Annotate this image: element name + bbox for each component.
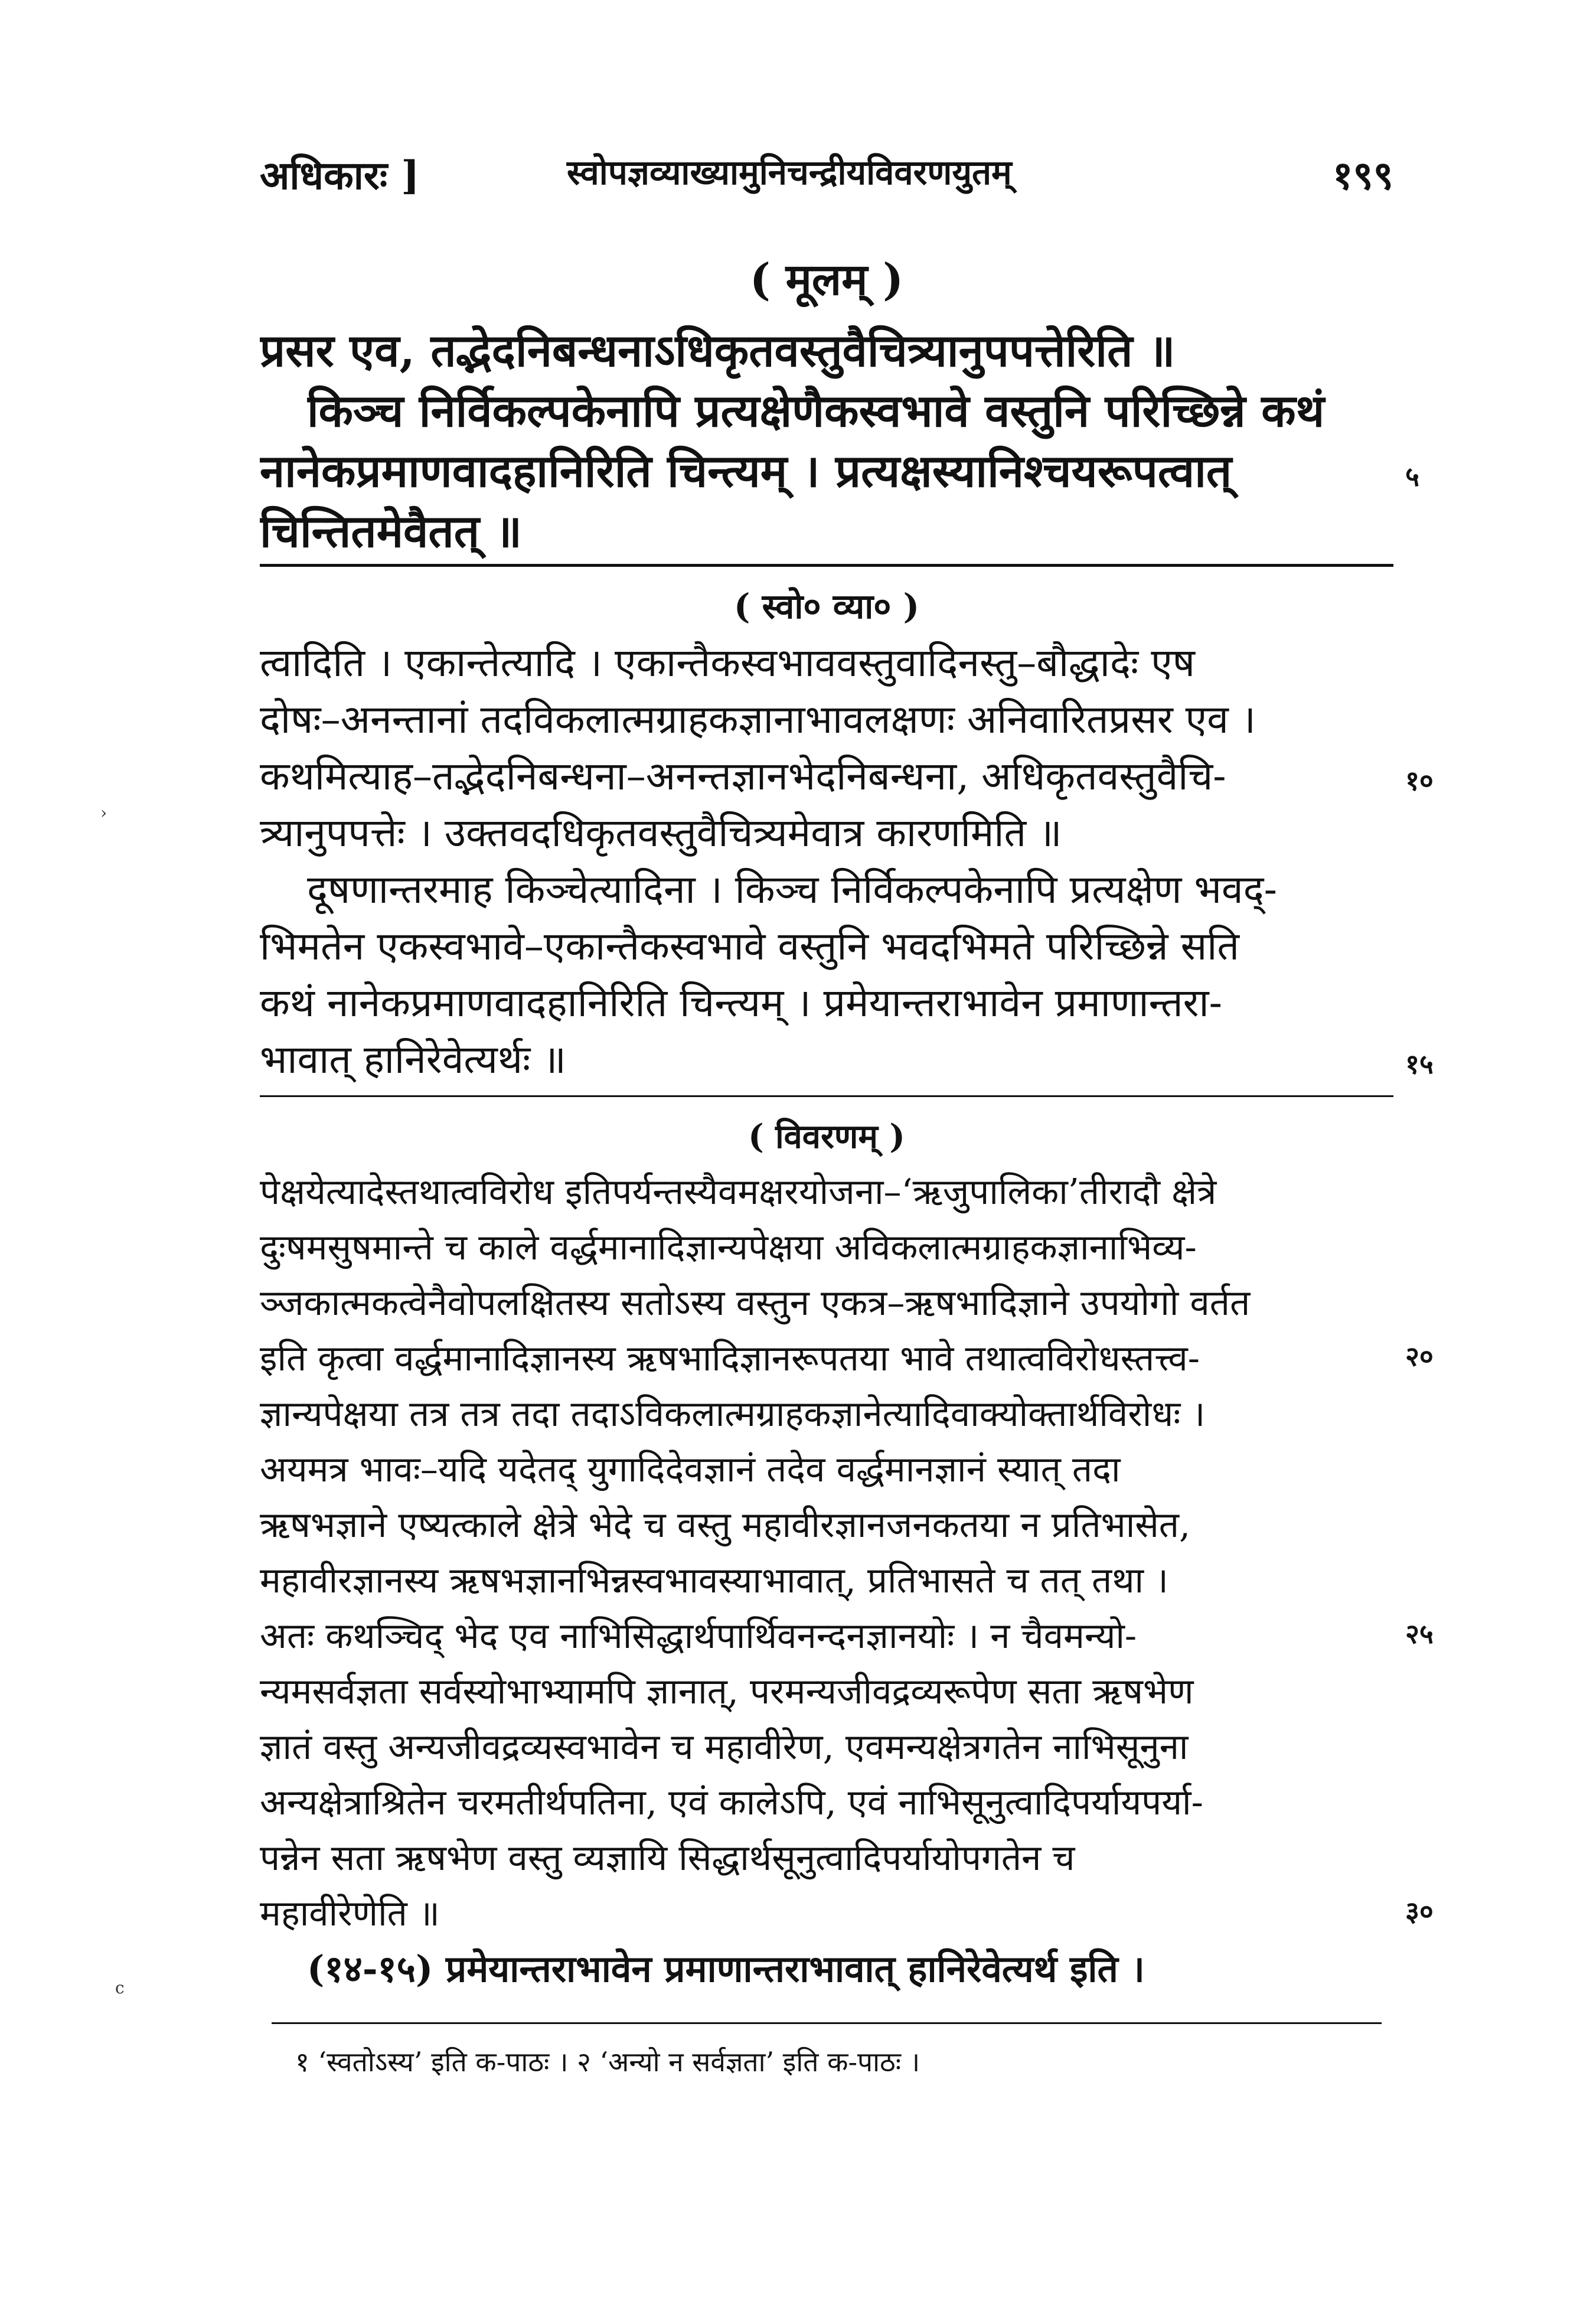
running-title: स्वोपज्ञव्याख्यामुनिचन्द्रीयविवरणयुतम् [567, 152, 1012, 192]
vivarana-line: (१४-१५) प्रमेयान्तराभावेन प्रमाणान्तराभावात् हानिरेवेत्यर्थ इति । [307, 1947, 1145, 1990]
vyakhya-line: कथमित्याह–तद्भेदनिबन्धना–अनन्तज्ञानभेदनिबन्धना, अधिकृतवस्तुवैचि- [260, 753, 1226, 799]
line-number: २० [1405, 1340, 1434, 1372]
chapter-label: अधिकारः ] [260, 152, 420, 198]
section-divider [260, 1095, 1393, 1097]
vivarana-line: ज्ञातं वस्तु अन्यजीवद्रव्यस्वभावेन च महावीरेण, एवमन्यक्षेत्रगतेन नाभिसूनुना [260, 1726, 1189, 1768]
vivarana-line: ऋषभज्ञाने एष्यत्काले क्षेत्रे भेदे च वस्तु महावीरज्ञानजनकतया न प्रतिभासेत, [260, 1504, 1191, 1546]
margin-mark: › [100, 803, 107, 822]
vivarana-line: महावीरज्ञानस्य ऋषभज्ञानभिन्नस्वभावस्याभावात्, प्रतिभासते च तत् तथा । [260, 1560, 1168, 1601]
running-header [260, 148, 1393, 213]
vivarana-line: अयमत्र भावः–यदि यदेतद् युगादिदेवज्ञानं तदेव वर्द्धमानज्ञानं स्यात् तदा [260, 1449, 1121, 1490]
vivarana-line: महावीरेणेति ॥ [260, 1893, 440, 1934]
vivarana-line: दुःषमसुषमान्ते च काले वर्द्धमानादिज्ञान्यपेक्षया अविकलात्मग्राहकज्ञानाभिव्य- [260, 1227, 1197, 1268]
line-number: २५ [1405, 1618, 1434, 1650]
vyakhya-line: भावात् हानिरेवेत्यर्थः ॥ [260, 1037, 566, 1082]
vivarana-line: ञ्जकात्मकत्वेनैवोपलक्षितस्य सतोऽस्य वस्तुन एकत्र–ऋषभादिज्ञाने उपयोगो वर्तत [260, 1282, 1251, 1324]
page-number: १९९ [1333, 152, 1393, 198]
mula-line: नानेकप्रमाणवादहानिरिति चिन्त्यम् । प्रत्यक्षस्यानिश्चयरूपत्वात् [260, 445, 1232, 497]
mula-text [260, 319, 1393, 567]
vivarana-line: अतः कथञ्चिद् भेद एव नाभिसिद्धार्थपार्थिवनन्दनज्ञानयोः । न चैवमन्यो- [260, 1615, 1137, 1657]
vyakhya-line: त्वादिति । एकान्तेत्यादि । एकान्तैकस्वभाववस्तुवादिनस्तु–बौद्धादेः एष [260, 640, 1195, 686]
footnote-divider [272, 2022, 1382, 2024]
footnotes: १ ‘स्वतोऽस्य’ इति क-पाठः । २ ‘अन्यो न सर्वज्ञता’ इति क-पाठः । [295, 2046, 920, 2078]
line-number: १० [1405, 765, 1434, 797]
vivarana-line: इति कृत्वा वर्द्धमानादिज्ञानस्य ऋषभादिज्ञानरूपतया भावे तथात्वविरोधस्तत्त्व- [260, 1338, 1200, 1379]
vyakhya-line: कथं नानेकप्रमाणवादहानिरिति चिन्त्यम् । प्रमेयान्तराभावेन प्रमाणान्तरा- [260, 980, 1222, 1026]
vyakhya-line: दूषणान्तरमाह किञ्चेत्यादिना । किञ्च निर्विकल्पकेनापि प्रत्यक्षेण भवद्- [307, 867, 1277, 912]
vyakhya-text [260, 635, 1393, 1095]
mula-line: प्रसर एव, तद्भेदनिबन्धनाऽधिकृतवस्तुवैचित्र्यानुपपत्तेरिति ॥ [260, 324, 1176, 377]
section-divider [260, 564, 1393, 567]
vivarana-line: पेक्षयेत्यादेस्तथात्वविरोध इतिपर्यन्तस्यैवमक्षरयोजना–‘ऋजुपालिका’तीरादौ क्षेत्रे [260, 1171, 1217, 1213]
mula-heading: ( मूलम् ) [749, 254, 904, 305]
vivarana-line: अन्यक्षेत्राश्रितेन चरमतीर्थपतिना, एवं कालेऽपि, एवं नाभिसूनुत्वादिपर्यायपर्या- [260, 1782, 1203, 1823]
line-number: ३० [1405, 1895, 1434, 1927]
vyakhya-line: दोषः–अनन्तानां तदविकलात्मग्राहकज्ञानाभावलक्षणः अनिवारितप्रसर एव । [260, 697, 1256, 742]
line-number: ५ [1405, 461, 1419, 492]
mula-line: चिन्तितमेवैतत् ॥ [260, 505, 523, 557]
vivarana-line: न्यमसर्वज्ञता सर्वस्योभाभ्यामपि ज्ञानात्, परमन्यजीवद्रव्यरूपेण सता ऋषभेण [260, 1671, 1194, 1712]
vivarana-text [260, 1166, 1393, 2010]
line-number: १५ [1405, 1048, 1434, 1080]
vivarana-heading: ( विवरणम् ) [748, 1117, 905, 1156]
vyakhya-line: भिमतेन एकस्वभावे–एकान्तैकस्वभावे वस्तुनि भवदभिमते परिच्छिन्ने सति [260, 923, 1239, 969]
margin-mark: c [115, 1978, 125, 1997]
mula-line: किञ्च निर्विकल्पकेनापि प्रत्यक्षेणैकस्वभावे वस्तुनि परिच्छिन्ने कथं [307, 384, 1325, 437]
vivarana-line: पन्नेन सता ऋषभेण वस्तु व्यज्ञायि सिद्धार्थसूनुत्वादिपर्यायोपगतेन च [260, 1837, 1075, 1879]
vyakhya-heading: ( स्वो० व्या० ) [733, 586, 920, 626]
vyakhya-line: त्र्यानुपपत्तेः । उक्तवदधिकृतवस्तुवैचित्र्यमेवात्र कारणमिति ॥ [260, 810, 1062, 856]
vivarana-line: ज्ञान्यपेक्षया तत्र तत्र तदा तदाऽविकलात्मग्राहकज्ञानेत्यादिवाक्योक्तार्थविरोधः । [260, 1393, 1206, 1435]
